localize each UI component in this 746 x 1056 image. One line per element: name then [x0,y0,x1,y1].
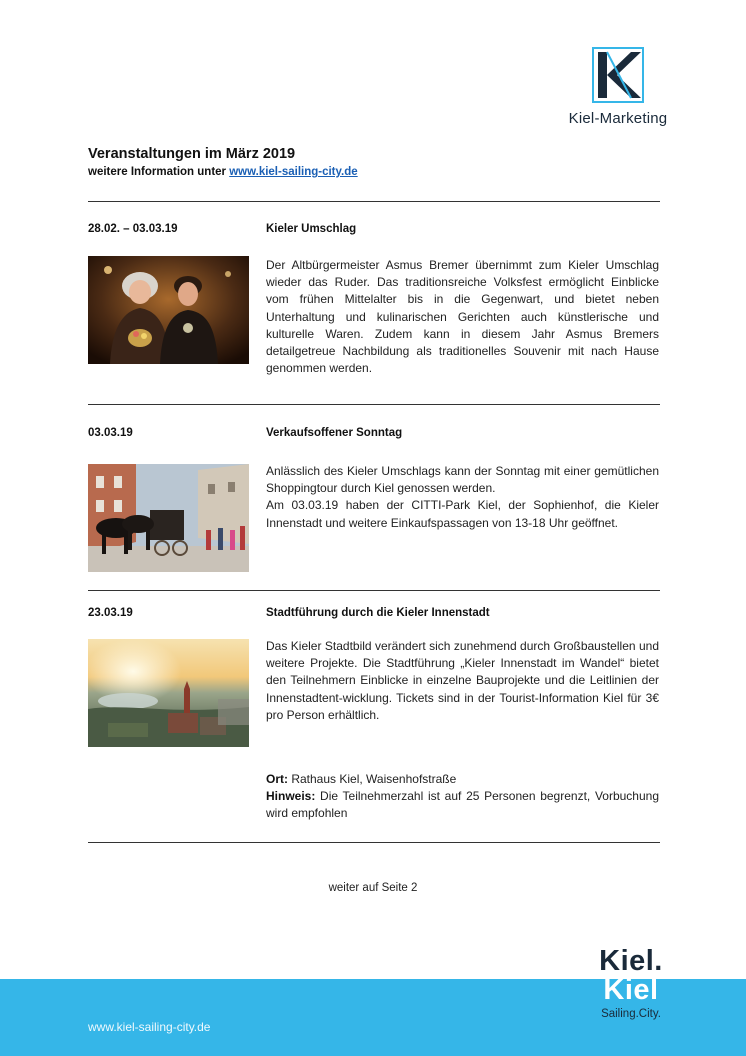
k-logo-icon [591,46,645,104]
horse-carriage-photo [88,464,249,572]
logo-line-2: Kiel [603,974,659,1006]
event-date: 23.03.19 [88,607,133,619]
kiel-marketing-logo [562,46,674,127]
location-value: Rathaus Kiel, Waisenhofstraße [288,772,457,786]
event-description: Das Kieler Stadtbild verändert sich zunehmend durch Großbaustellen und weitere Projekte. Die Stadtführung „Kieler Innenstadt im Wandel“ bietet den Teilnehmern Einblicke in einzelne Bauprojekte und die Leitlinien der Innenstadtent-wicklung. Tickets sind in der Tourist-Information Kiel für 3€ pro Person erhältlich. [266,639,659,722]
logo-line-1: Kiel. [599,945,663,977]
event-date: 28.02. – 03.03.19 [88,223,178,235]
event-title: Stadtführung durch die Kieler Innenstadt [266,607,490,619]
website-link[interactable]: www.kiel-sailing-city.de [229,166,358,178]
divider [88,590,660,591]
event-title: Kieler Umschlag [266,223,357,235]
divider [88,404,660,405]
location-label: Ort: [266,772,288,786]
note-value: Die Teilnehmerzahl ist auf 25 Personen begrenzt, Vorbuchung wird empfohlen [266,789,659,821]
event-note [266,788,659,822]
kiel-sailing-city-logo [588,946,674,1020]
event-description-line: Anlässlich des Kieler Umschlags kann der Sonntag mit einer gemütlichen Shoppingtour durch Kiel genossen werden. [266,464,659,496]
footer-url[interactable]: www.kiel-sailing-city.de [88,1020,211,1034]
kiel-marketing-wordmark: Kiel-Marketing [568,110,668,127]
logo-tagline: Sailing.City. [601,1008,661,1020]
page-subtitle [88,166,358,178]
event-description-line: Am 03.03.19 haben der CITTI-Park Kiel, der Sophienhof, die Kieler Innenstadt und weitere Einkaufspassagen von 13-18 Uhr geöffnet. [266,498,659,530]
costumed-couple-photo [88,256,249,364]
note-label: Hinweis: [266,789,316,804]
event-details [266,771,659,823]
continue-note: weiter auf Seite 2 [328,882,418,894]
page-heading [88,146,358,178]
event-description [266,463,659,532]
city-aerial-photo [88,639,249,747]
divider [88,201,660,202]
event-date: 03.03.19 [88,427,133,439]
event-location [266,771,659,788]
divider [88,842,660,843]
page-title: Veranstaltungen im März 2019 [88,146,296,162]
subtitle-prefix: weitere Information unter [88,166,230,178]
event-description: Der Altbürgermeister Asmus Bremer übernimmt zum Kieler Umschlag wieder das Ruder. Das traditionsreiche Volksfest ermöglicht Einblicke vom frühen Mittelalter bis in die Gegenwart, und bietet neben Unterhaltung und kulinarischen Gerichten auch künstlerische und kulturelle Waren. Zudem kann in diesem Jahr Asmus Bremers detailgetreue Nachbildung als traditionelles Souvenir mit nach Hause genommen werden. [266,258,659,376]
event-title: Verkaufsoffener Sonntag [266,427,403,439]
